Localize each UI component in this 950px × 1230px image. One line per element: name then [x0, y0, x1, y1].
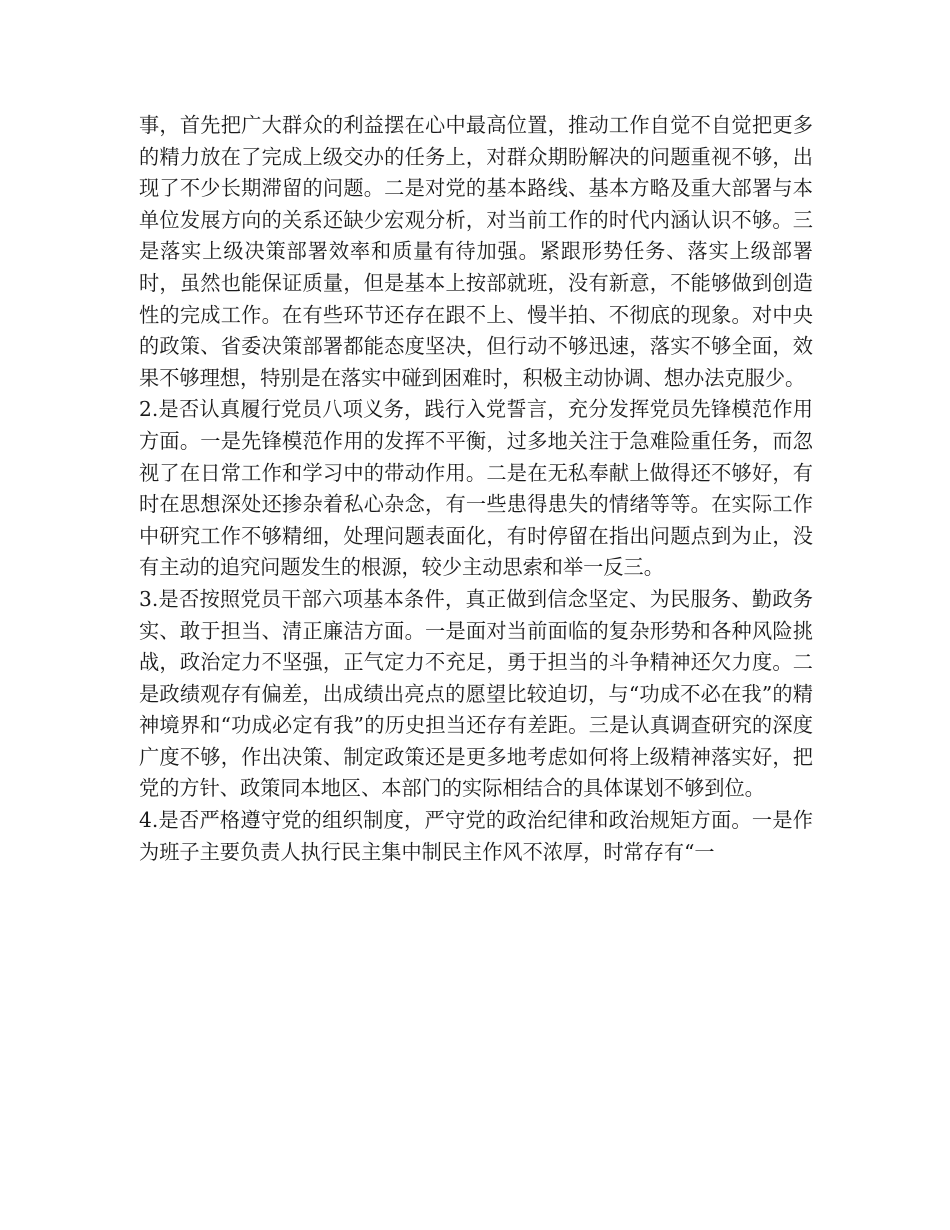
paragraph-3: 3.是否按照党员干部六项基本条件，真正做到信念坚定、为民服务、勤政务实、敢于担当、清正廉洁方面。一是面对当前面临的复杂形势和各种风险挑战，政治定力不坚强，正气定力不充足，勇于担当的斗争精神还欠力度。二是政绩观存有偏差，出成绩出亮点的愿望比较迫切，与“功成不必在我”的精神境界和“功成必定有我”的历史担当还存有差距。三是认真调查研究的深度广度不够，作出决策、制定政策还是更多地考虑如何将上级精神落实好，把党的方针、政策同本地区、本部门的实际相结合的具体谋划不够到位。 — [139, 586, 813, 801]
paragraph-4: 4.是否严格遵守党的组织制度，严守党的政治纪律和政治规矩方面。一是作为班子主要负责人执行民主集中制民主作风不浓厚，时常存有“一 — [139, 808, 813, 864]
paragraph-1: 事，首先把广大群众的利益摆在心中最高位置，推动工作自觉不自觉把更多的精力放在了完成上级交办的任务上，对群众期盼解决的问题重视不够，出现了不少长期滞留的问题。二是对党的基本路线、基本方略及重大部署与本单位发展方向的关系还缺少宏观分析，对当前工作的时代内涵认识不够。三是落实上级决策部署效率和质量有待加强。紧跟形势任务、落实上级部署时，虽然也能保证质量，但是基本上按部就班，没有新意，不能够做到创造性的完成工作。在有些环节还存在跟不上、慢半拍、不彻底的现象。对中央的政策、省委决策部署都能态度坚决，但行动不够迅速，落实不够全面，效果不够理想，特别是在落实中碰到困难时，积极主动协调、想办法克服少。 — [139, 113, 813, 390]
document-body — [139, 110, 813, 868]
paragraph-2: 2.是否认真履行党员八项义务，践行入党誓言，充分发挥党员先锋模范作用方面。一是先锋模范作用的发挥不平衡，过多地关注于急难险重任务，而忽视了在日常工作和学习中的带动作用。二是在无私奉献上做得还不够好，有时在思想深处还掺杂着私心杂念，有一些患得患失的情绪等等。在实际工作中研究工作不够精细，处理问题表面化，有时停留在指出问题点到为止，没有主动的追究问题发生的根源，较少主动思索和举一反三。 — [139, 397, 813, 580]
